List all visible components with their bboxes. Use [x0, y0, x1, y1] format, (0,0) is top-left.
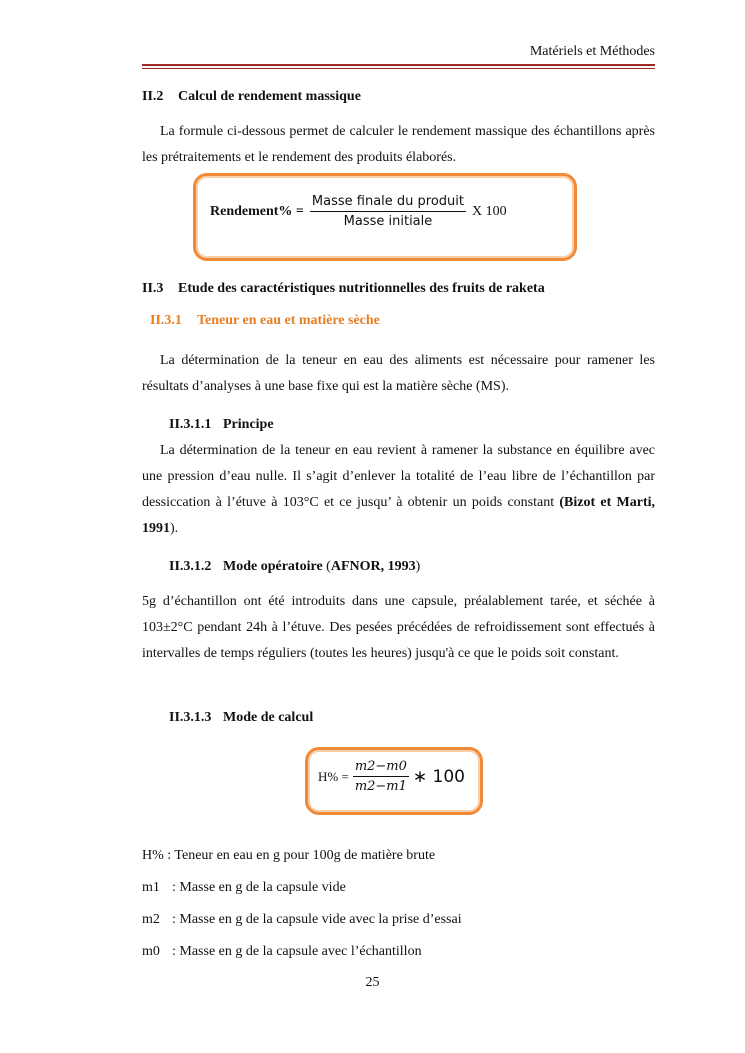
- formula-denominator: m2−m1: [354, 779, 407, 794]
- section-number: II.3.1: [150, 313, 182, 328]
- section-title: Mode opératoire: [223, 559, 323, 574]
- citation-end: ).: [170, 521, 179, 536]
- formula-denominator: Masse initiale: [343, 214, 433, 229]
- definition-term: m0: [142, 944, 160, 959]
- running-header: Matériels et Méthodes: [529, 44, 655, 59]
- section-title: Calcul de rendement massique: [178, 89, 361, 104]
- ref-open: (: [326, 559, 331, 574]
- formula-label: Rendement% =: [210, 203, 304, 219]
- section-title: Principe: [223, 417, 274, 432]
- formula-multiplier: ∗ 100: [412, 766, 466, 787]
- principe-text: La détermination de la teneur en eau revient à ramener la substance en équilibre avec une pression d’eau nulle. Il s’agit d’enlever la totalité de l’eau libre de l’échantillon par dessiccation à l’étuve à 103°C et ce jusqu’ à obtenir un poids constant: [142, 443, 655, 510]
- paragraph-principe: [142, 438, 655, 542]
- formula-label: H% =: [318, 768, 349, 784]
- formula-box-humidite: [305, 747, 483, 815]
- section-title: Etude des caractéristiques nutritionnelles des fruits de raketa: [178, 281, 545, 296]
- definition-term: m1: [142, 880, 160, 895]
- section-number: II.2: [142, 89, 164, 104]
- header-rule-thick: [142, 64, 655, 66]
- section-heading-2-3: [142, 281, 545, 297]
- page-number: 25: [365, 975, 380, 990]
- section-title: Teneur en eau et matière sèche: [197, 313, 380, 328]
- formula-box-rendement: [193, 173, 577, 261]
- formula-fraction: [310, 194, 466, 229]
- section-heading-2-3-1-1: [169, 417, 274, 433]
- definition-m0: [142, 944, 422, 960]
- formula-rendement: [210, 194, 507, 229]
- definition-text: : Masse en g de la capsule avec l’échantillon: [172, 944, 422, 959]
- formula-numerator: m2−m0: [353, 759, 409, 777]
- definition-text: : Masse en g de la capsule vide: [172, 880, 346, 895]
- section-heading-2-3-1-2: [169, 559, 420, 575]
- section-number: II.3.1.1: [169, 417, 212, 432]
- formula-multiplier: X 100: [472, 203, 507, 219]
- section-heading-2-3-1: [150, 313, 380, 329]
- paragraph-teneur-eau: La détermination de la teneur en eau des aliments est nécessaire pour ramener les résultats d’analyses à une base fixe qui est la matière sèche (MS).: [142, 353, 655, 394]
- formula-fraction: [353, 759, 409, 794]
- section-heading-2-3-1-3: [169, 710, 313, 726]
- citation-bizot: (Bizot et Marti, 1991: [142, 495, 656, 536]
- definition-text: : Masse en g de la capsule vide avec la prise d’essai: [172, 912, 462, 927]
- section-number: II.3.1.3: [169, 710, 212, 725]
- section-heading-2-2: [142, 89, 361, 105]
- paragraph-mode-operatoire: 5g d’échantillon ont été introduits dans une capsule, préalablement tarée, et séchée à 103±2°C pendant 24h à l’étuve. Des pesées précédées de refroidissement sont effectués à intervalles de temps réguliers (toutes les heures) jusqu'à ce que le poids soit constant.: [142, 594, 655, 661]
- definition-m2: [142, 912, 462, 928]
- definition-m1: [142, 880, 346, 896]
- section-number: II.3: [142, 281, 164, 296]
- section-title: Mode de calcul: [223, 710, 314, 725]
- ref-close: ): [415, 559, 421, 574]
- definition-term: H%: [142, 848, 164, 863]
- header-rule-thin: [142, 68, 655, 69]
- ref-afnor: AFNOR, 1993: [330, 559, 416, 574]
- formula-numerator: Masse finale du produit: [310, 194, 466, 212]
- paragraph-rendement: La formule ci-dessous permet de calculer le rendement massique des échantillons après les prétraitements et le rendement des produits élaborés.: [142, 124, 655, 165]
- definition-h: [142, 848, 435, 864]
- formula-humidite: [318, 759, 465, 794]
- section-number: II.3.1.2: [169, 559, 212, 574]
- definition-text: : Teneur en eau en g pour 100g de matière brute: [167, 848, 436, 863]
- definition-term: m2: [142, 912, 160, 927]
